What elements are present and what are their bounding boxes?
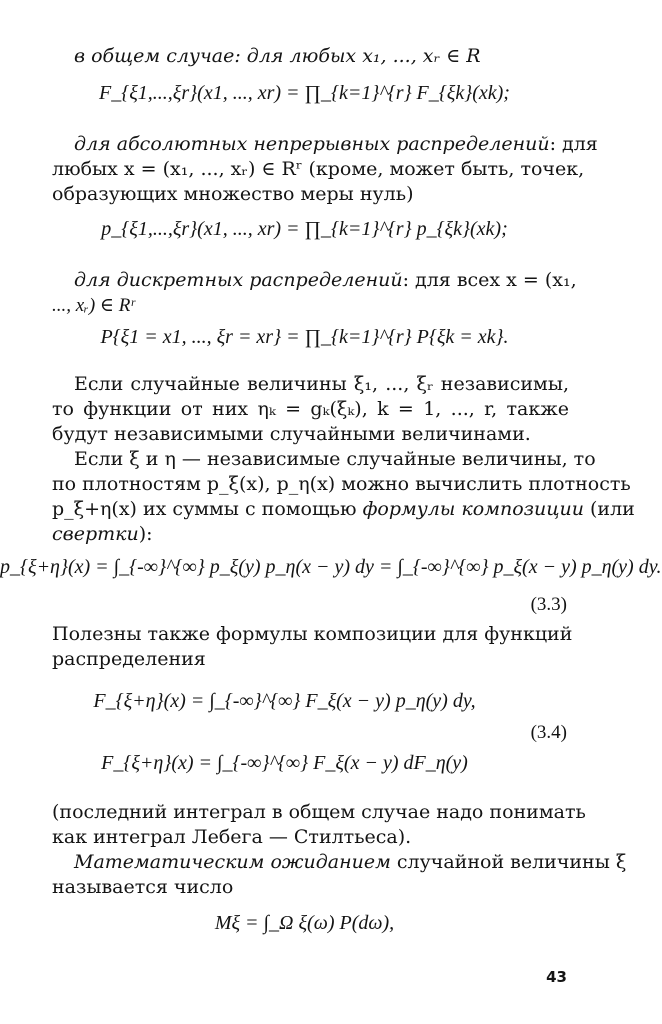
formula-expectation [0, 912, 609, 935]
formula-f3-text: P{ξ1 = x1, ..., ξr = xr} = ∏_{k=1}^{r} P{ξk = xk}. [100, 326, 509, 348]
text-l6: ..., xᵣ) ∈ Rʳ [52, 295, 135, 316]
text-line-17 [52, 825, 569, 849]
equation-number-3-4: (3.4) [530, 722, 567, 743]
general-case-line: в общем случае: для любых x₁, ..., xᵣ ∈ R [74, 45, 481, 67]
text-l13b: ): [138, 523, 153, 545]
formula-f2-text: p_{ξ1,...,ξr}(x1, ..., xr) = ∏_{k=1}^{r} p_{ξk}(xk); [101, 218, 508, 240]
text-l10: Если ξ и η — независимые случайные величины, то [74, 448, 596, 470]
text-l15: распределения [52, 648, 206, 670]
text-line-8 [52, 397, 569, 421]
text-line-10 [74, 447, 596, 471]
text-l2-rest: : для [549, 133, 598, 155]
expectation-term: Математическим ожиданием [74, 851, 391, 873]
discrete-heading: для дискретных распределений [74, 269, 403, 291]
text-l8: то функции от них ηₖ = gₖ(ξₖ), k = 1, ..., r, также [52, 398, 569, 420]
text-line-4 [52, 182, 569, 206]
formula-f4-text: p_{ξ+η}(x) = ∫_{-∞}^{∞} p_ξ(y) p_η(x − y) dy = ∫_{-∞}^{∞} p_ξ(x − y) p_η(y) dy. [0, 556, 662, 578]
text-l11: по плотностям p_ξ(x), p_η(x) можно вычислить плотность [52, 473, 631, 495]
text-l9: будут независимыми случайными величинами. [52, 423, 531, 445]
text-l19: называется число [52, 876, 234, 898]
text-l12b: (или [583, 498, 635, 520]
text-line-5 [74, 268, 577, 292]
formula-f5-text: F_{ξ+η}(x) = ∫_{-∞}^{∞} F_ξ(x − y) p_η(y) dy, [93, 690, 476, 712]
text-l5-rest: : для всех x = (x₁, [402, 269, 577, 291]
text-l17: как интеграл Лебега — Стилтьеса). [52, 826, 412, 848]
convolution-term: свертки [52, 523, 139, 545]
composition-formula-term: формулы композиции [362, 498, 584, 520]
text-l14: Полезны также формулы композиции для функций [52, 623, 573, 645]
text-line-7 [74, 372, 569, 396]
text-line-3 [52, 157, 585, 181]
text-line-13 [52, 522, 569, 546]
text-line-1 [74, 44, 569, 68]
text-l4: образующих множество меры нуль) [52, 183, 414, 205]
text-l7: Если случайные величины ξ₁, ..., ξᵣ независимы, [74, 373, 569, 395]
text-line-18 [74, 850, 627, 874]
formula-probability-product [0, 326, 609, 349]
text-line-14 [52, 622, 573, 646]
equation-number-3-3: (3.3) [530, 594, 567, 615]
abs-continuous-heading: для абсолютных непрерывных распределений [74, 133, 550, 155]
text-line-11 [52, 472, 631, 496]
text-l3: любых x = (x₁, ..., xᵣ) ∈ Rʳ (кроме, может быть, точек, [52, 158, 585, 180]
text-line-2 [74, 132, 598, 156]
text-line-19 [52, 875, 569, 899]
text-l12a: p_ξ+η(x) их суммы с помощью [52, 498, 363, 520]
formula-convolution-cdf-2 [0, 752, 609, 775]
formula-convolution-density [0, 556, 662, 579]
text-line-15 [52, 647, 569, 671]
formula-f6-text: F_{ξ+η}(x) = ∫_{-∞}^{∞} F_ξ(x − y) dF_η(y) [101, 752, 468, 774]
text-l18-rest: случайной величины ξ [390, 851, 627, 873]
text-l16: (последний интеграл в общем случае надо понимать [52, 801, 586, 823]
formula-convolution-cdf-1 [0, 690, 609, 713]
text-line-16 [52, 800, 586, 824]
formula-f1-text: F_{ξ1,...,ξr}(x1, ..., xr) = ∏_{k=1}^{r} F_{ξk}(xk); [99, 82, 510, 104]
formula-distribution-product [0, 82, 609, 105]
page-number: 43 [546, 968, 567, 986]
text-line-6 [52, 293, 569, 318]
formula-f7-text: Mξ = ∫_Ω ξ(ω) P(dω), [214, 912, 395, 934]
text-line-12 [52, 497, 635, 521]
text-line-9 [52, 422, 569, 446]
formula-density-product [0, 218, 609, 241]
